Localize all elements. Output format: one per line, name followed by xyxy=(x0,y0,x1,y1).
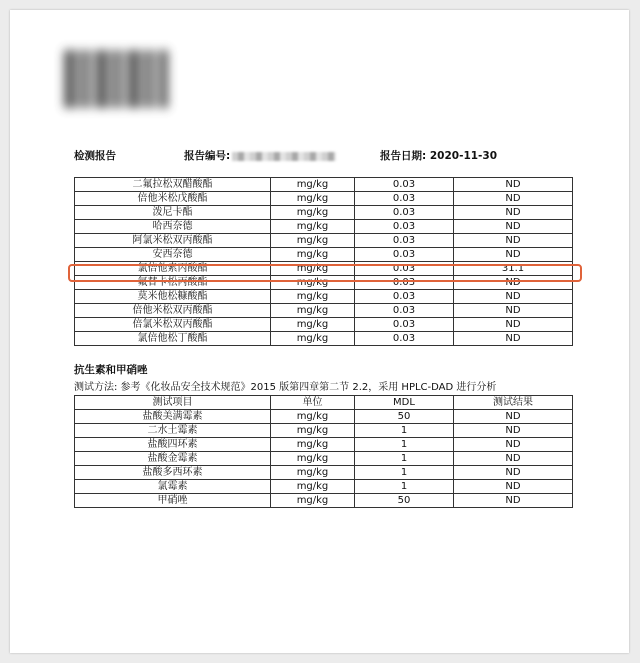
table-row xyxy=(75,318,573,332)
table-header-row xyxy=(75,396,573,410)
table-row xyxy=(75,192,573,206)
cell-item: 阿氯米松双丙酸酯 xyxy=(75,234,271,248)
antibiotic-results-body xyxy=(75,410,573,508)
cell-unit: mg/kg xyxy=(271,206,355,220)
cell-mdl: 0.03 xyxy=(355,192,454,206)
antibiotic-results-table xyxy=(74,395,573,508)
redacted-report-number xyxy=(232,152,336,161)
blurred-logo xyxy=(64,50,168,108)
cell-unit: mg/kg xyxy=(271,410,355,424)
cell-result: ND xyxy=(454,206,573,220)
cell-item: 泼尼卡酯 xyxy=(75,206,271,220)
report-date xyxy=(380,148,497,163)
cell-item: 哈西奈德 xyxy=(75,220,271,234)
cell-unit: mg/kg xyxy=(271,220,355,234)
cell-mdl: 1 xyxy=(355,424,454,438)
table-row xyxy=(75,206,573,220)
table-row xyxy=(75,424,573,438)
cell-unit: mg/kg xyxy=(271,480,355,494)
cell-unit: mg/kg xyxy=(271,262,355,276)
cell-mdl: 0.03 xyxy=(355,304,454,318)
cell-item: 氯倍他索丙酸酯 xyxy=(75,262,271,276)
test-method: 测试方法: 参考《化妆品安全技术规范》2015 版第四章第二节 2.2，采用 HPLC-DAD 进行分析 xyxy=(74,382,497,393)
cell-result: ND xyxy=(454,452,573,466)
section-title: 抗生素和甲硝唑 xyxy=(74,364,148,376)
cell-mdl: 0.03 xyxy=(355,206,454,220)
cell-item: 盐酸多西环素 xyxy=(75,466,271,480)
cell-unit: mg/kg xyxy=(271,178,355,192)
cell-mdl: 0.03 xyxy=(355,290,454,304)
cell-result: ND xyxy=(454,466,573,480)
cell-unit: mg/kg xyxy=(271,332,355,346)
cell-item: 氯霉素 xyxy=(75,480,271,494)
cell-unit: mg/kg xyxy=(271,466,355,480)
cell-result: ND xyxy=(454,304,573,318)
table-row xyxy=(75,304,573,318)
table-row xyxy=(75,452,573,466)
cell-unit: mg/kg xyxy=(271,438,355,452)
steroid-results-table xyxy=(74,177,573,346)
cell-mdl: 1 xyxy=(355,480,454,494)
report-header xyxy=(74,148,554,164)
cell-item: 氟替卡松丙酸酯 xyxy=(75,276,271,290)
cell-item: 莫米他松糠酸酯 xyxy=(75,290,271,304)
cell-item: 倍他米松双丙酸酯 xyxy=(75,304,271,318)
cell-mdl: 1 xyxy=(355,452,454,466)
table-row xyxy=(75,178,573,192)
cell-result: ND xyxy=(454,438,573,452)
cell-item: 盐酸美满霉素 xyxy=(75,410,271,424)
header-result: 测试结果 xyxy=(454,396,573,410)
report-number-label: 报告编号: xyxy=(184,150,231,162)
cell-item: 倍氯米松双丙酸酯 xyxy=(75,318,271,332)
cell-unit: mg/kg xyxy=(271,276,355,290)
cell-mdl: 0.03 xyxy=(355,248,454,262)
table-row xyxy=(75,220,573,234)
cell-item: 盐酸金霉素 xyxy=(75,452,271,466)
cell-item: 甲硝唑 xyxy=(75,494,271,508)
cell-unit: mg/kg xyxy=(271,304,355,318)
cell-result: ND xyxy=(454,424,573,438)
cell-mdl: 1 xyxy=(355,466,454,480)
header-mdl: MDL xyxy=(355,396,454,410)
cell-mdl: 0.03 xyxy=(355,178,454,192)
cell-item: 氯倍他松丁酸酯 xyxy=(75,332,271,346)
cell-unit: mg/kg xyxy=(271,192,355,206)
table-row xyxy=(75,438,573,452)
report-title: 检测报告 xyxy=(74,150,116,162)
cell-mdl: 50 xyxy=(355,410,454,424)
cell-unit: mg/kg xyxy=(271,234,355,248)
cell-item: 二氟拉松双醋酸酯 xyxy=(75,178,271,192)
table-row xyxy=(75,480,573,494)
table-row xyxy=(75,234,573,248)
cell-mdl: 50 xyxy=(355,494,454,508)
cell-item: 安西奈德 xyxy=(75,248,271,262)
report-number xyxy=(184,148,336,163)
cell-result: ND xyxy=(454,318,573,332)
cell-result: ND xyxy=(454,410,573,424)
cell-result: ND xyxy=(454,494,573,508)
steroid-results-body xyxy=(75,178,573,346)
cell-mdl: 0.03 xyxy=(355,234,454,248)
table-row xyxy=(75,248,573,262)
header-test-item: 测试项目 xyxy=(75,396,271,410)
table-row xyxy=(75,466,573,480)
cell-result: ND xyxy=(454,192,573,206)
cell-unit: mg/kg xyxy=(271,248,355,262)
cell-mdl: 0.03 xyxy=(355,276,454,290)
cell-unit: mg/kg xyxy=(271,452,355,466)
table-row xyxy=(75,410,573,424)
cell-mdl: 0.03 xyxy=(355,220,454,234)
cell-result: ND xyxy=(454,178,573,192)
cell-mdl: 0.03 xyxy=(355,332,454,346)
cell-result: ND xyxy=(454,220,573,234)
cell-unit: mg/kg xyxy=(271,290,355,304)
table-row xyxy=(75,290,573,304)
cell-unit: mg/kg xyxy=(271,318,355,332)
cell-item: 倍他米松戊酸酯 xyxy=(75,192,271,206)
cell-result: ND xyxy=(454,480,573,494)
report-page xyxy=(10,10,629,653)
cell-result: 31.1 xyxy=(454,262,573,276)
cell-item: 二水土霉素 xyxy=(75,424,271,438)
cell-unit: mg/kg xyxy=(271,494,355,508)
cell-result: ND xyxy=(454,248,573,262)
cell-mdl: 0.03 xyxy=(355,262,454,276)
report-date-label: 报告日期: xyxy=(380,150,427,162)
highlight-box xyxy=(68,264,582,282)
report-date-value: 2020-11-30 xyxy=(429,150,498,162)
cell-mdl: 0.03 xyxy=(355,318,454,332)
header-unit: 单位 xyxy=(271,396,355,410)
cell-result: ND xyxy=(454,332,573,346)
cell-mdl: 1 xyxy=(355,438,454,452)
table-row xyxy=(75,494,573,508)
cell-result: ND xyxy=(454,234,573,248)
table-row xyxy=(75,332,573,346)
cell-result: ND xyxy=(454,290,573,304)
cell-unit: mg/kg xyxy=(271,424,355,438)
cell-result: ND xyxy=(454,276,573,290)
cell-item: 盐酸四环素 xyxy=(75,438,271,452)
